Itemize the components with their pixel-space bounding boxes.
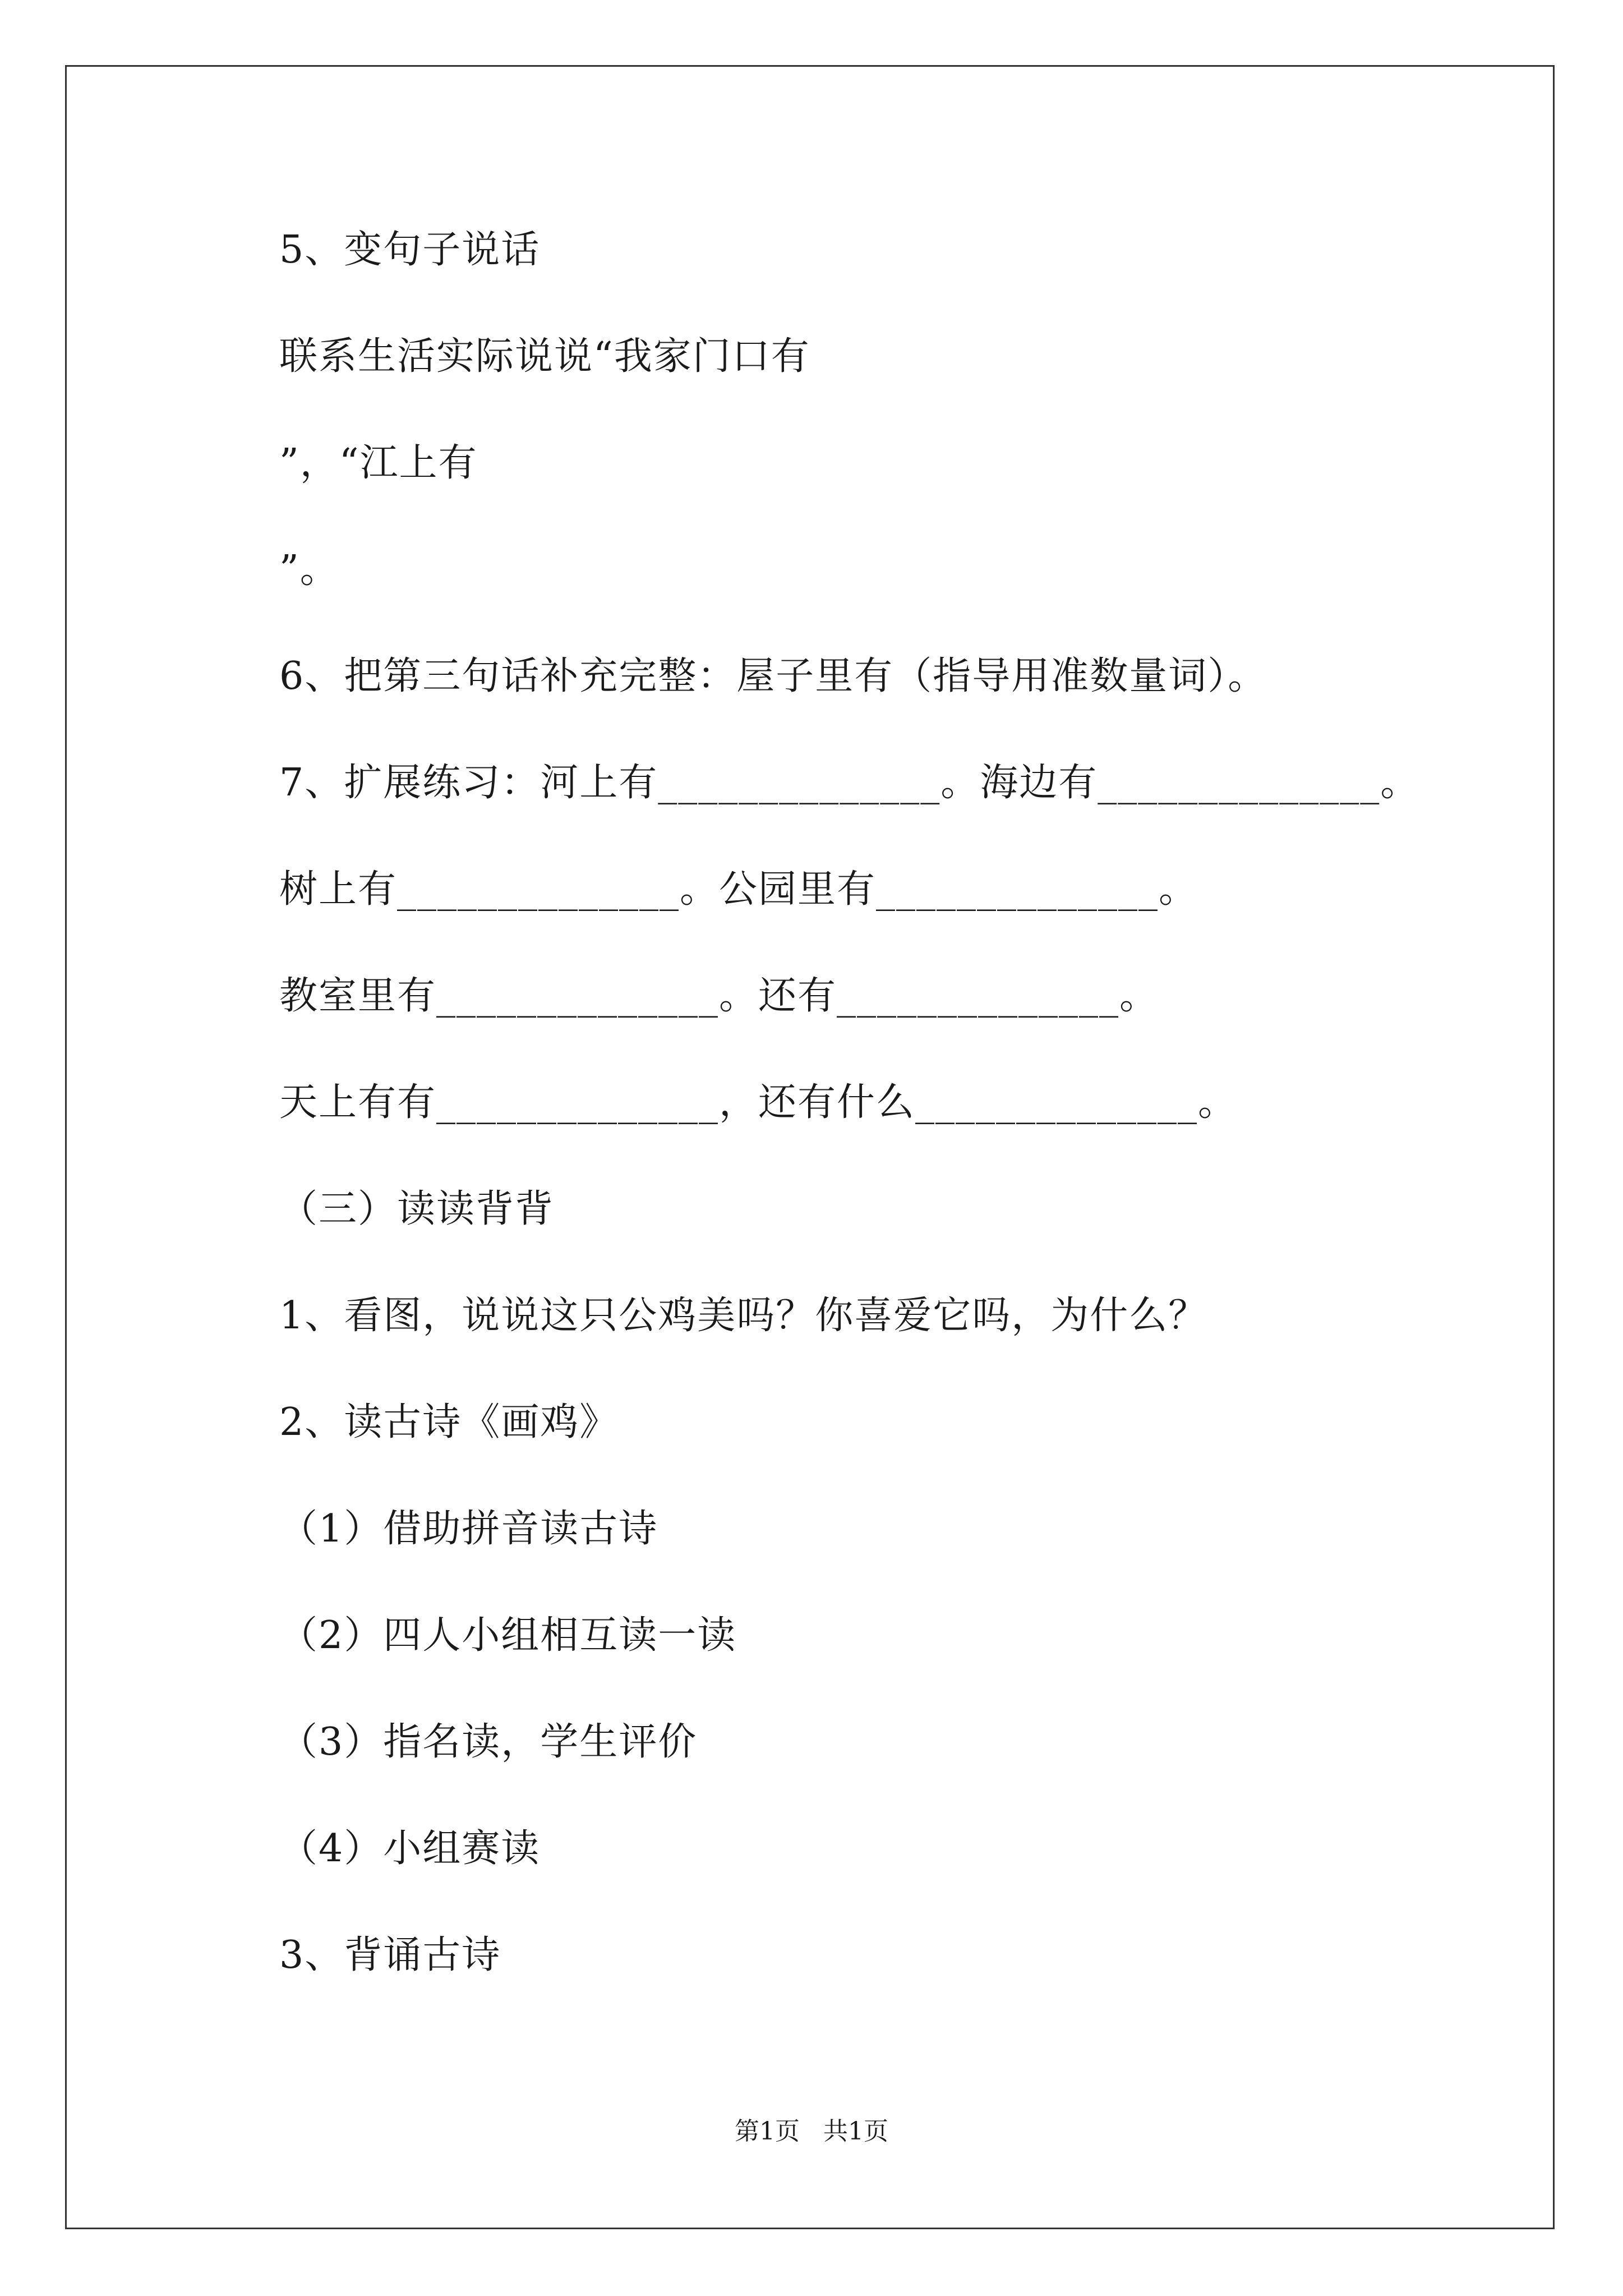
text-line: ”，“江上有 xyxy=(279,441,478,485)
text-line: 3、背诵古诗 xyxy=(279,1933,501,1977)
text-line: （2）四人小组相互读一读 xyxy=(279,1613,737,1658)
text-line: 教室里有______________。还有______________。 xyxy=(279,974,1159,1018)
text-line: 6、把第三句话补充完整：屋子里有（指导用准数量词）。 xyxy=(279,654,1267,698)
text-line: （3）指名读，学生评价 xyxy=(279,1720,698,1764)
section-heading: （三）读读背背 xyxy=(279,1187,555,1231)
text-line: 7、扩展练习：河上有______________。海边有______________。 xyxy=(279,761,1420,805)
text-line: 树上有______________。公园里有______________。 xyxy=(279,867,1198,912)
page-footer: 第1页 共1页 xyxy=(735,2117,888,2146)
text-line: ”。 xyxy=(279,547,339,592)
text-line: （4）小组赛读 xyxy=(279,1826,541,1871)
text-line: 天上有有______________，还有什么______________。 xyxy=(279,1080,1238,1125)
text-line: 5、变句子说话 xyxy=(279,228,541,272)
text-line: 2、读古诗《画鸡》 xyxy=(279,1400,619,1444)
page-border xyxy=(65,65,1555,2229)
text-line: 联系生活实际说说“我家门口有 xyxy=(279,334,810,379)
text-line: （1）借助拼音读古诗 xyxy=(279,1507,658,1551)
text-line: 1、看图，说说这只公鸡美吗？你喜爱它吗，为什么？ xyxy=(279,1294,1208,1338)
